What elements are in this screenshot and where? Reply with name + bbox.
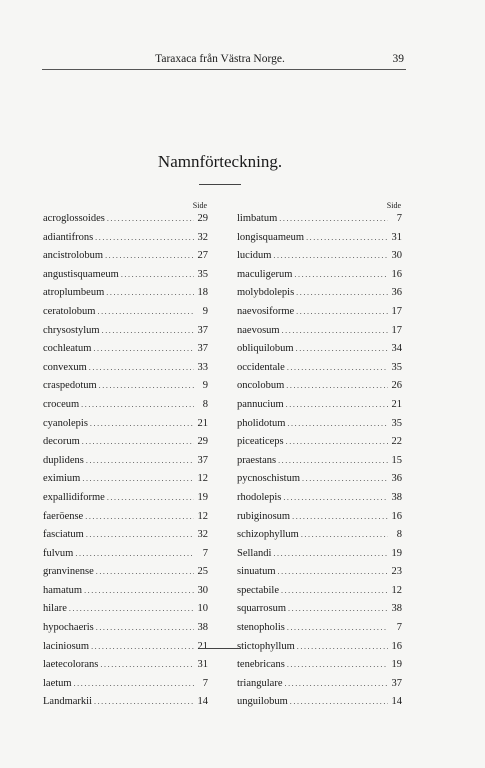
entry-page: 23 [391, 566, 402, 578]
dot-leader [90, 419, 194, 428]
index-entry [43, 529, 208, 548]
index-entry [237, 250, 402, 269]
entry-page: 7 [396, 213, 402, 224]
entry-page: 37 [197, 454, 208, 466]
entry-name: rhodolepis [237, 491, 282, 503]
entry-name: molybdolepis [237, 287, 295, 299]
entry-page: 37 [197, 324, 208, 336]
entry-name: croceum [43, 398, 80, 410]
entry-name: chrysostylum [43, 324, 100, 336]
dot-leader [84, 586, 194, 595]
index-column-left [43, 201, 208, 715]
dot-leader [69, 604, 194, 613]
entry-name: naevosiforme [237, 305, 295, 317]
dot-leader [306, 233, 388, 242]
entry-page: 36 [391, 287, 402, 299]
dot-leader [99, 381, 194, 390]
index-entry [237, 343, 402, 362]
entry-page: 14 [391, 696, 402, 708]
dot-leader [75, 549, 194, 558]
entry-name: eximium [43, 473, 81, 485]
dot-leader [91, 642, 194, 651]
entry-name: acroglossoides [43, 213, 105, 224]
index-entry [43, 641, 208, 660]
dot-leader [290, 697, 388, 706]
dot-leader [286, 381, 388, 390]
index-entry [237, 287, 402, 306]
index-entry [237, 548, 402, 567]
index-entry [237, 380, 402, 399]
entry-page: 12 [197, 510, 208, 522]
entry-page: 8 [202, 398, 208, 410]
index-heading: Namnförteckning. [157, 152, 283, 171]
entry-page: 16 [391, 640, 402, 652]
entry-page: 22 [391, 436, 402, 448]
entry-page: 17 [391, 324, 402, 336]
entry-name: schizophyllum [237, 529, 299, 541]
entry-name: laetecolorans [43, 659, 99, 671]
entry-page: 19 [391, 547, 402, 559]
entry-name: atroplumbeum [43, 287, 105, 299]
dot-leader [278, 567, 389, 576]
entry-name: limbatum [237, 213, 278, 224]
index-entry [237, 362, 402, 381]
dot-leader [102, 326, 194, 335]
index-entry [237, 603, 402, 622]
index-entry [43, 306, 208, 325]
entry-page: 33 [197, 361, 208, 373]
entry-page: 32 [197, 529, 208, 541]
entry-name: hypochaeris [43, 622, 94, 634]
entry-page: 8 [396, 529, 402, 541]
entry-page: 36 [391, 473, 402, 485]
entry-page: 15 [391, 454, 402, 466]
dot-leader [121, 270, 194, 279]
entry-name: maculigerum [237, 268, 293, 280]
index-entry [237, 529, 402, 548]
dot-leader [281, 586, 388, 595]
dot-leader [287, 660, 388, 669]
dot-leader [284, 679, 388, 688]
entry-page: 29 [197, 213, 208, 224]
entry-name: decorum [43, 436, 80, 448]
dot-leader [279, 214, 388, 223]
dot-leader [107, 214, 194, 223]
index-entry [43, 399, 208, 418]
index-entry [237, 213, 402, 232]
dot-leader [97, 307, 194, 316]
entry-page: 37 [391, 677, 402, 689]
entry-page: 26 [391, 380, 402, 392]
dot-leader [286, 400, 388, 409]
dot-leader [94, 697, 194, 706]
index-entry [43, 325, 208, 344]
dot-leader [273, 549, 388, 558]
entry-page: 21 [197, 417, 208, 429]
dot-leader [86, 456, 194, 465]
dot-leader [74, 679, 194, 688]
entry-name: pannucium [237, 398, 284, 410]
dot-leader [283, 493, 388, 502]
entry-name: longisquameum [237, 231, 305, 243]
entry-name: unguilobum [237, 696, 288, 708]
dot-leader [282, 326, 388, 335]
index-entry [237, 455, 402, 474]
dot-leader [294, 270, 388, 279]
entry-page: 37 [197, 343, 208, 355]
dot-leader [287, 623, 388, 632]
index-entry [43, 566, 208, 585]
entry-name: piceaticeps [237, 436, 284, 448]
entry-name: convexum [43, 361, 87, 373]
dot-leader [106, 288, 194, 297]
index-entry [237, 473, 402, 492]
index-entry [43, 511, 208, 530]
dot-leader [296, 307, 388, 316]
entry-name: stictophyllum [237, 640, 295, 652]
entry-name: expallidiforme [43, 491, 105, 503]
entry-name: cochleatum [43, 343, 92, 355]
index-entry [43, 622, 208, 641]
entry-name: praestans [237, 454, 277, 466]
entry-page: 32 [197, 231, 208, 243]
entry-name: laciniosum [43, 640, 90, 652]
dot-leader [302, 474, 388, 483]
index-entry [237, 696, 402, 715]
index-entry [43, 548, 208, 567]
entry-name: craspedotum [43, 380, 97, 392]
index-entry [237, 325, 402, 344]
entry-page: 34 [391, 343, 402, 355]
dot-leader [81, 400, 194, 409]
entry-page: 35 [197, 268, 208, 280]
entry-name: ceratolobum [43, 305, 96, 317]
index-entry [43, 585, 208, 604]
index-entry [43, 678, 208, 697]
dot-leader [107, 493, 194, 502]
index-entry [43, 287, 208, 306]
index-entry [237, 232, 402, 251]
heading-rule [199, 184, 241, 185]
index-entry [237, 492, 402, 511]
index-entry [237, 659, 402, 678]
index-entry [43, 343, 208, 362]
dot-leader [93, 344, 194, 353]
entry-page: 16 [391, 268, 402, 280]
index-entry [43, 232, 208, 251]
entry-name: adiantifrons [43, 231, 94, 243]
entry-name: rubiginosum [237, 510, 291, 522]
entry-page: 31 [197, 659, 208, 671]
entry-page: 19 [391, 659, 402, 671]
index-entry [43, 492, 208, 511]
dot-leader [287, 419, 388, 428]
entry-name: laetum [43, 677, 72, 689]
entry-name: fasciatum [43, 529, 84, 541]
index-entry [43, 362, 208, 381]
dot-leader [96, 567, 194, 576]
index-entry [237, 399, 402, 418]
entry-name: pholidotum [237, 417, 286, 429]
index-entry [237, 641, 402, 660]
entry-name: pycnoschistum [237, 473, 300, 485]
entry-page: 35 [391, 361, 402, 373]
running-title: Taraxaca från Västra Norge. [155, 53, 285, 65]
entry-name: tenebricans [237, 659, 285, 671]
index-entry [237, 566, 402, 585]
entry-page: 27 [197, 250, 208, 262]
index-entry [237, 678, 402, 697]
entry-name: oncolobum [237, 380, 285, 392]
entry-page: 29 [197, 436, 208, 448]
index-entry [43, 380, 208, 399]
entry-page: 38 [391, 603, 402, 615]
entry-page: 17 [391, 305, 402, 317]
entry-name: triangulare [237, 677, 283, 689]
dot-leader [96, 623, 194, 632]
entry-page: 38 [197, 622, 208, 634]
index-entry [237, 306, 402, 325]
entry-name: duplidens [43, 454, 84, 466]
entry-page: 31 [391, 231, 402, 243]
index-entry [43, 696, 208, 715]
entry-name: granvinense [43, 566, 94, 578]
entry-name: naevosum [237, 324, 280, 336]
index-entry [43, 250, 208, 269]
dot-leader [100, 660, 194, 669]
entry-page: 7 [202, 547, 208, 559]
entry-name: occidentale [237, 361, 285, 373]
entry-page: 19 [197, 491, 208, 503]
index-entry [43, 269, 208, 288]
dot-leader [292, 512, 388, 521]
index-entry [237, 585, 402, 604]
closing-rule [199, 648, 241, 649]
entry-page: 30 [197, 584, 208, 596]
index-entry [237, 436, 402, 455]
entry-page: 7 [396, 622, 402, 634]
dot-leader [95, 233, 194, 242]
column-label: Side [192, 201, 207, 210]
entry-name: faeröense [43, 510, 84, 522]
entry-page: 12 [197, 473, 208, 485]
entry-name: spectabile [237, 584, 279, 596]
entry-page: 18 [197, 287, 208, 299]
entry-name: hilare [43, 603, 67, 615]
entry-page: 12 [391, 584, 402, 596]
dot-leader [105, 251, 194, 260]
entry-page: 7 [202, 677, 208, 689]
dot-leader [278, 456, 388, 465]
dot-leader [82, 437, 194, 446]
entry-name: lucidum [237, 250, 272, 262]
page-number: 39 [392, 53, 404, 65]
index-entry [43, 418, 208, 437]
entry-name: squarrosum [237, 603, 286, 615]
entry-page: 21 [197, 640, 208, 652]
entry-page: 35 [391, 417, 402, 429]
index-entry [43, 213, 208, 232]
dot-leader [287, 363, 388, 372]
entry-page: 38 [391, 491, 402, 503]
index-column-right [237, 201, 402, 715]
index-entry [43, 436, 208, 455]
index-entry [237, 622, 402, 641]
dot-leader [301, 530, 388, 539]
dot-leader [297, 642, 388, 651]
index-entry [237, 511, 402, 530]
dot-leader [288, 604, 388, 613]
entry-name: obliquilobum [237, 343, 294, 355]
index-entry [43, 455, 208, 474]
entry-name: hamatum [43, 584, 83, 596]
dot-leader [85, 512, 194, 521]
entry-name: Landmarkii [43, 696, 92, 708]
entry-name: fulvum [43, 547, 74, 559]
header-rule [42, 69, 406, 70]
dot-leader [286, 437, 388, 446]
dot-leader [82, 474, 194, 483]
column-label: Side [386, 201, 401, 210]
entry-name: Sellandi [237, 547, 272, 559]
entry-page: 21 [391, 398, 402, 410]
dot-leader [296, 344, 388, 353]
entry-page: 10 [197, 603, 208, 615]
entry-name: stenopholis [237, 622, 285, 634]
dot-leader [273, 251, 388, 260]
entry-name: cyanolepis [43, 417, 88, 429]
entry-page: 25 [197, 566, 208, 578]
entry-name: ancistrolobum [43, 250, 104, 262]
dot-leader [86, 530, 194, 539]
dot-leader [296, 288, 388, 297]
entry-page: 30 [391, 250, 402, 262]
index-entry [237, 269, 402, 288]
index-entry [43, 603, 208, 622]
entry-page: 9 [202, 305, 208, 317]
entry-name: sinuatum [237, 566, 276, 578]
index-entry [43, 659, 208, 678]
entry-page: 9 [202, 380, 208, 392]
entry-page: 14 [197, 696, 208, 708]
entry-page: 16 [391, 510, 402, 522]
index-entry [237, 418, 402, 437]
dot-leader [89, 363, 194, 372]
running-header [0, 53, 485, 69]
index-entry [43, 473, 208, 492]
entry-name: angustisquameum [43, 268, 119, 280]
